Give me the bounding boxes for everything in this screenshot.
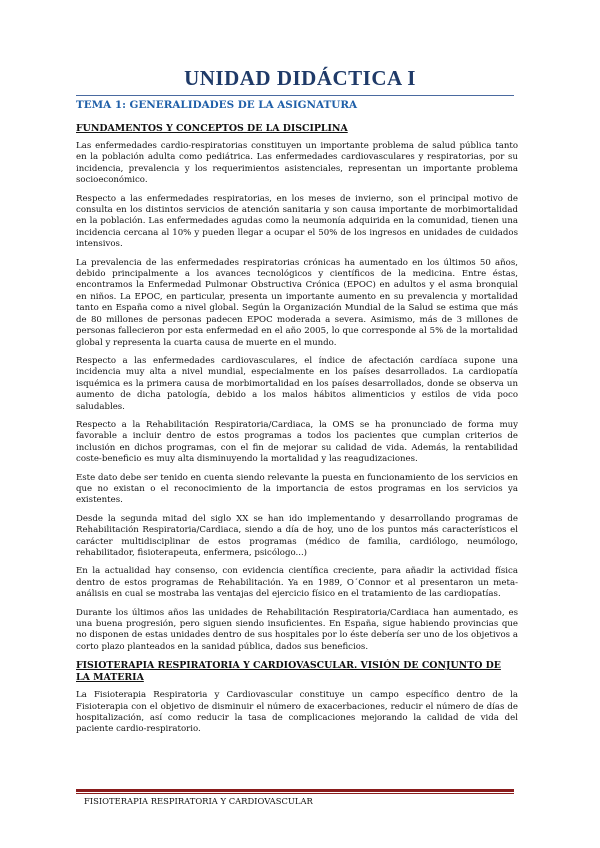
page-footer: FISIOTERAPIA RESPIRATORIA Y CARDIOVASCULAR [84,796,313,806]
paragraph: En la actualidad hay consenso, con evidencia científica creciente, para añadir la actividad física dentro de estos programas de Rehabilitación. Ya en 1989, O´Connor et al presentaron un meta-análisis en cual se mostraba las ventajas del ejercicio físico en el tratamiento de las cardiopatías. [76,566,518,600]
paragraph: Este dato debe ser tenido en cuenta siendo relevante la puesta en funcionamiento de los servicios en que no existan o el reconocimiento de la importancia de estos programas en los servicios ya existentes. [76,472,518,506]
tema-heading: TEMA 1: GENERALIDADES DE LA ASIGNATURA [76,99,358,111]
footer-divider [76,789,514,792]
section-heading-fundamentos: FUNDAMENTOS Y CONCEPTOS DE LA DISCIPLINA [76,123,348,134]
document-body [76,123,518,743]
footer-divider-thin [76,793,514,794]
paragraph: Respecto a la Rehabilitación Respiratoria/Cardiaca, la OMS se ha pronunciado de forma muy favorable a incluir dentro de estos programas a todos los pacientes que cumplan criterios de inclusión en dichos programas, con el fin de mejorar su calidad de vida. Además, la rentabilidad coste-beneficio es muy alta disminuyendo la mortalidad y las reagudizaciones. [76,419,518,465]
section-heading-fisioterapia: FISIOTERAPIA RESPIRATORIA Y CARDIOVASCULAR. VISIÓN DE CONJUNTO DE LA MATERIA [76,660,501,684]
unit-title: UNIDAD DIDÁCTICA I [184,66,416,90]
paragraph: Durante los últimos años las unidades de Rehabilitación Respiratoria/Cardiaca han aumentado, es una buena progresión, pero siguen siendo insuficientes. En España, sigue habiendo provincias que no disponen de estas unidades dentro de sus hospitales por lo éste debería ser uno de los objetivos a corto plazo planteados en la sanidad pública, dados sus beneficios. [76,607,518,652]
paragraph: Respecto a las enfermedades cardiovasculares, el índice de afectación cardíaca supone una incidencia muy alta a nivel mundial, especialmente en los países desarrollados. La cardiopatía isquémica es la primera causa de morbimortalidad en los países desarrollados, donde se observa un aumento de dicha patología, debido a los malos hábitos alimenticios y estilos de vida poco saludables. [76,355,518,412]
paragraph: Desde la segunda mitad del siglo XX se han ido implementando y desarrollando programas de Rehabilitación Respiratoria/Cardiaca, siendo a día de hoy, uno de los puntos más característicos el carácter multidisciplinar de estos programas (médico de familia, cardiólogo, neumólogo, rehabilitador, fisioterapeuta, enfermera, psicólogo...) [76,513,518,558]
paragraph: Respecto a las enfermedades respiratorias, en los meses de invierno, son el principal motivo de consulta en los distintos servicios de atención sanitaria y son causa importante de morbimortalidad en la población. Las enfermedades agudas como la neumonía adquirida en la comunidad, tienen una incidencia cercana al 10% y pueden llegar a ocupar el 50% de los ingresos en unidades de cuidados intensivos. [76,193,518,250]
paragraph: La Fisioterapia Respiratoria y Cardiovascular constituye un campo específico dentro de la Fisioterapia con el objetivo de disminuir el número de exacerbaciones, reducir el número de días de hospitalización, así como reducir la tasa de complicaciones mejorando la calidad de vida del paciente cardio-respiratorio. [76,690,518,735]
paragraph: Las enfermedades cardio-respiratorias constituyen un importante problema de salud pública tanto en la población adulta como pediátrica. Las enfermedades cardiovasculares y respiratorias, por su incidencia, prevalencia y los requerimientos asistenciales, representan un importante problema socioeconómico. [76,141,518,186]
title-divider [76,95,514,96]
paragraph: La prevalencia de las enfermedades respiratorias crónicas ha aumentado en los últimos 50 años, debido principalmente a los avances tecnológicos y científicos de la medicina. Entre éstas, encontramos la Enfermedad Pulmonar Obstructiva Crónica (EPOC) en adultos y el asma bronquial en niños. La EPOC, en particular, presenta un importante aumento en su prevalencia y mortalidad tanto en España como a nivel global. Según la Organización Mundial de la Salud se estima que más de 80 millones de personas padecen EPOC moderada a severa. Asimismo, más de 3 millones de personas fallecieron por esta enfermedad en el año 2005, lo que corresponde al 5% de la mortalidad global y representa la cuarta causa de muerte en el mundo. [76,257,518,348]
